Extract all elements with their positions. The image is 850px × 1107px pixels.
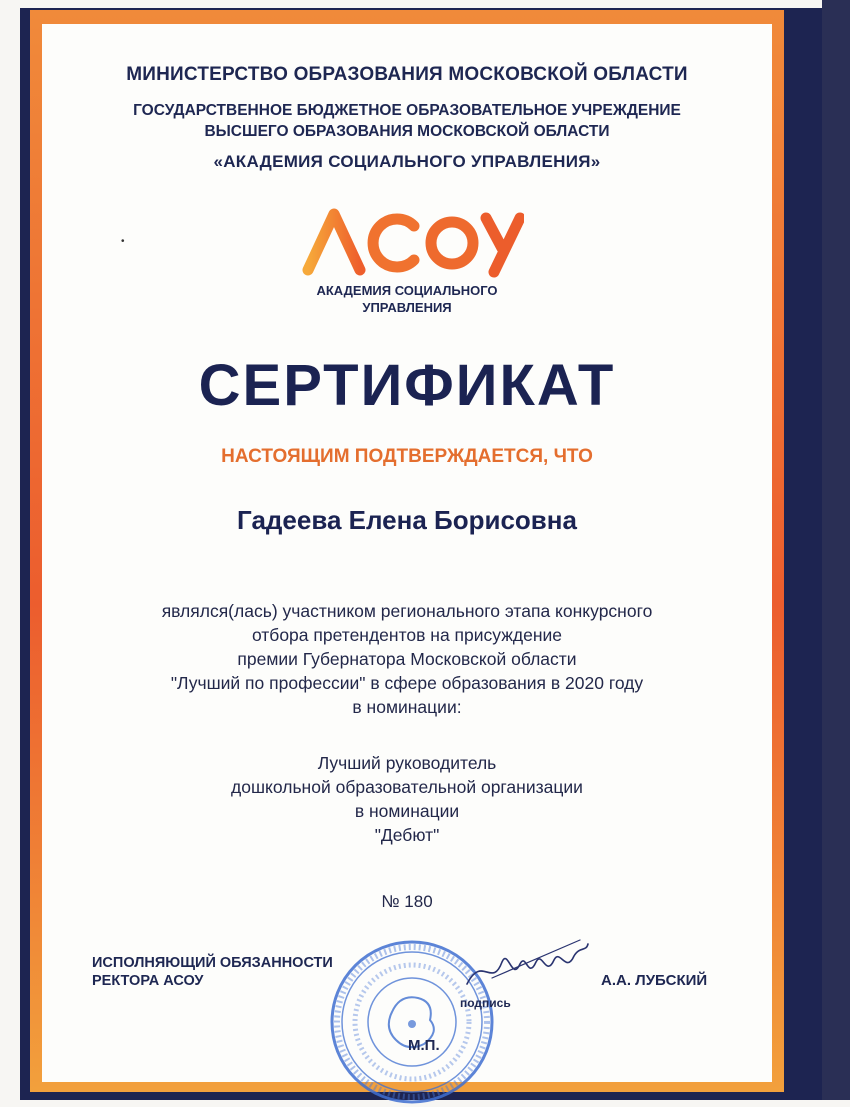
asou-logo — [294, 204, 524, 279]
body-line: являлся(лась) участником регионального этапа конкурсного — [161, 601, 653, 621]
stamp-label: М.П. — [408, 1037, 440, 1054]
institution-line-2: ВЫСШЕГО ОБРАЗОВАНИЯ МОСКОВСКОЙ ОБЛАСТИ — [204, 123, 610, 140]
certificate-sheet — [42, 24, 772, 1082]
body-line: отбора претендентов на присуждение — [251, 625, 563, 645]
certificate-title: СЕРТИФИКАТ — [198, 353, 616, 418]
body-line: "Лучший по профессии" в сфере образования в 2020 году — [170, 673, 644, 693]
confirmation-text: НАСТОЯЩИМ ПОДТВЕРЖДАЕТСЯ, ЧТО — [221, 446, 593, 467]
signer-name: А.А. ЛУБСКИЙ — [601, 972, 708, 989]
body-line: премии Губернатора Московской области — [237, 649, 577, 669]
logo-subtitle-line-2: УПРАВЛЕНИЯ — [362, 300, 452, 315]
institution-heading — [42, 100, 772, 142]
signature-label: подпись — [460, 996, 511, 1010]
ministry-heading: МИНИСТЕРСТВО ОБРАЗОВАНИЯ МОСКОВСКОЙ ОБЛАСТИ — [126, 64, 688, 85]
signer-position-line-2: РЕКТОРА АСОУ — [92, 973, 204, 989]
body-line: в номинации: — [352, 697, 462, 717]
nomination-line: дошкольной образовательной организации — [231, 777, 583, 797]
academy-name: «АКАДЕМИЯ СОЦИАЛЬНОГО УПРАВЛЕНИЯ» — [213, 152, 601, 171]
certificate-number: № 180 — [381, 892, 433, 911]
handwritten-signature — [462, 934, 592, 994]
institution-line-1: ГОСУДАРСТВЕННОЕ БЮДЖЕТНОЕ ОБРАЗОВАТЕЛЬНОЕ УЧРЕЖДЕНИЕ — [133, 102, 681, 119]
asou-logo-mark — [294, 204, 524, 279]
nomination-block — [42, 751, 772, 847]
signer-position — [92, 954, 333, 990]
certificate-body — [42, 599, 772, 719]
logo-subtitle — [42, 282, 772, 316]
recipient-name: Гадеева Елена Борисовна — [237, 505, 577, 535]
nomination-line: в номинации — [354, 801, 460, 821]
scan-edge — [822, 0, 850, 1100]
signer-position-line-1: ИСПОЛНЯЮЩИЙ ОБЯЗАННОСТИ — [92, 955, 333, 971]
nomination-line: "Дебют" — [374, 825, 440, 845]
scan-speck: • — [121, 236, 125, 247]
logo-subtitle-line-1: АКАДЕМИЯ СОЦИАЛЬНОГО — [316, 283, 498, 298]
nomination-line: Лучший руководитель — [317, 753, 497, 773]
